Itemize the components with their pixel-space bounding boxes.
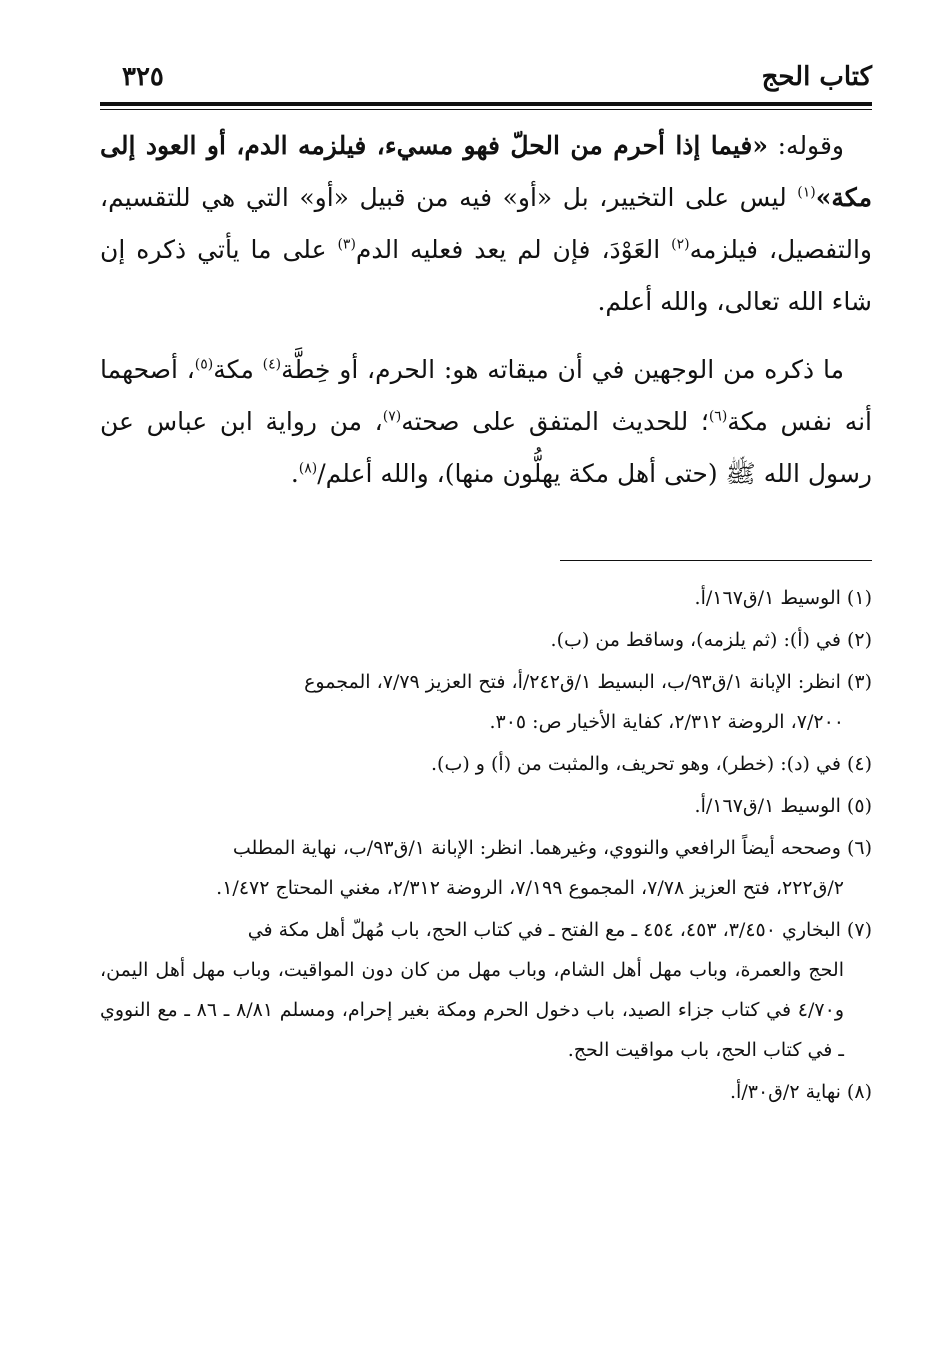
- footnote-ref: (٦): [708, 408, 728, 425]
- footnote-text: (٣) انظر: الإبانة ١/ق٩٣/ب، البسيط ١/ق٢٤٢/أ، فتح العزيز ٧/٧٩، المجموع: [304, 671, 872, 693]
- footnote-text: (٥) الوسيط ١/ق١٦٧/أ.: [694, 795, 872, 817]
- page-number: ٣٢٥: [122, 62, 164, 92]
- footnote-ref: (١): [797, 184, 816, 201]
- p1-text: ليس على التخيير، بل «أو» فيه من قبيل «أو» التي هي للتقسيم، والتفصيل، فيلزمه: [100, 183, 872, 264]
- main-text: [100, 120, 872, 516]
- footnote-3: [100, 662, 872, 742]
- footnote-2: [100, 620, 872, 660]
- p1-intro: وقوله:: [767, 131, 844, 160]
- p2-text: مكة: [213, 355, 263, 384]
- footnote-ref: (٧): [382, 408, 402, 425]
- footnote-ref: (٢): [671, 236, 690, 253]
- footnote-continuation: ٧/٢٠٠، الروضة ٢/٣١٢، كفاية الأخيار ص: ٣٠٥.: [489, 711, 844, 733]
- footnote-text: (٤) في (د): (خطر)، وهو تحريف، والمثبت من (أ) و (ب).: [431, 753, 872, 775]
- p2-text: ، من رواية ابن عباس عن رسول الله ﷺ (حتى أهل مكة يهلُّون منها)، والله أعلم/: [100, 407, 872, 488]
- footnote-5: [100, 786, 872, 826]
- p1-text: على ما يأتي ذكره إن شاء الله تعالى، والله أعلم.: [100, 235, 872, 316]
- p2-text: ما ذكره من الوجهين في أن ميقاته هو: الحرم، أو خِطَّة: [281, 355, 844, 384]
- footnote-8: [100, 1072, 872, 1112]
- p2-text: ؛ للحديث المتفق على صحته: [401, 407, 709, 436]
- footnote-text: (١) الوسيط ١/ق١٦٧/أ.: [694, 587, 872, 609]
- footnote-text: (٢) في (أ): (ثم يلزمه)، وساقط من (ب).: [550, 629, 872, 651]
- p2-text: ، أصحهما أنه نفس مكة: [100, 355, 872, 436]
- footnote-text: (٧) البخاري ٣/٤٥٠، ٤٥٣، ٤٥٤ ـ مع الفتح ـ في كتاب الحج، باب مُهلّ أهل مكة في: [247, 919, 872, 941]
- footnote-ref: (٤): [262, 356, 282, 373]
- running-title: كتاب الحج: [761, 62, 872, 92]
- footnote-text: (٦) وصححه أيضاً الرافعي والنووي، وغيرهما. انظر: الإبانة ١/ق٩٣/ب، نهاية المطلب: [232, 837, 872, 859]
- footnote-ref: (٨): [298, 460, 318, 477]
- header-rule-thin: [100, 109, 872, 110]
- header-rule-thick: [100, 102, 872, 106]
- footnote-6: [100, 828, 872, 908]
- page-header: [100, 60, 872, 98]
- footnote-text: (٨) نهاية ٢/ق٣٠/أ.: [730, 1081, 872, 1103]
- footnote-separator: [560, 560, 872, 561]
- p2-end: .: [290, 459, 299, 488]
- footnote-1: [100, 578, 872, 618]
- p1-text: العَوْدَ، فإن لم يعد فعليه الدم: [355, 235, 672, 264]
- footnote-continuation: الحج والعمرة، وباب مهل أهل الشام، وباب مهل من كان دون المواقيت، وباب مهل أهل اليمن، و٤/٧٠ في كتاب جزاء الصيد، باب دخول الحرم ومكة بغير إحرام، ومسلم ٨/٨١ ـ ٨٦ ـ مع النووي ـ في كتاب الحج، باب مواقيت الحج.: [100, 959, 844, 1061]
- footnote-4: [100, 744, 872, 784]
- footnote-ref: (٥): [194, 356, 214, 373]
- footnote-ref: (٣): [337, 236, 356, 253]
- footnote-continuation: ٢/ق٢٢٢، فتح العزيز ٧/٧٨، المجموع ٧/١٩٩، الروضة ٢/٣١٢، مغني المحتاج ١/٤٧٢.: [216, 877, 844, 899]
- paragraph-2: [100, 344, 872, 500]
- p1-quote: «فيما إذا أحرم من الحلّ فهو مسيء، فيلزمه الدم، أو العود إلى مكة»: [100, 131, 872, 212]
- footnotes: [100, 578, 872, 1114]
- paragraph-1: [100, 120, 872, 328]
- footnote-7: [100, 910, 872, 1070]
